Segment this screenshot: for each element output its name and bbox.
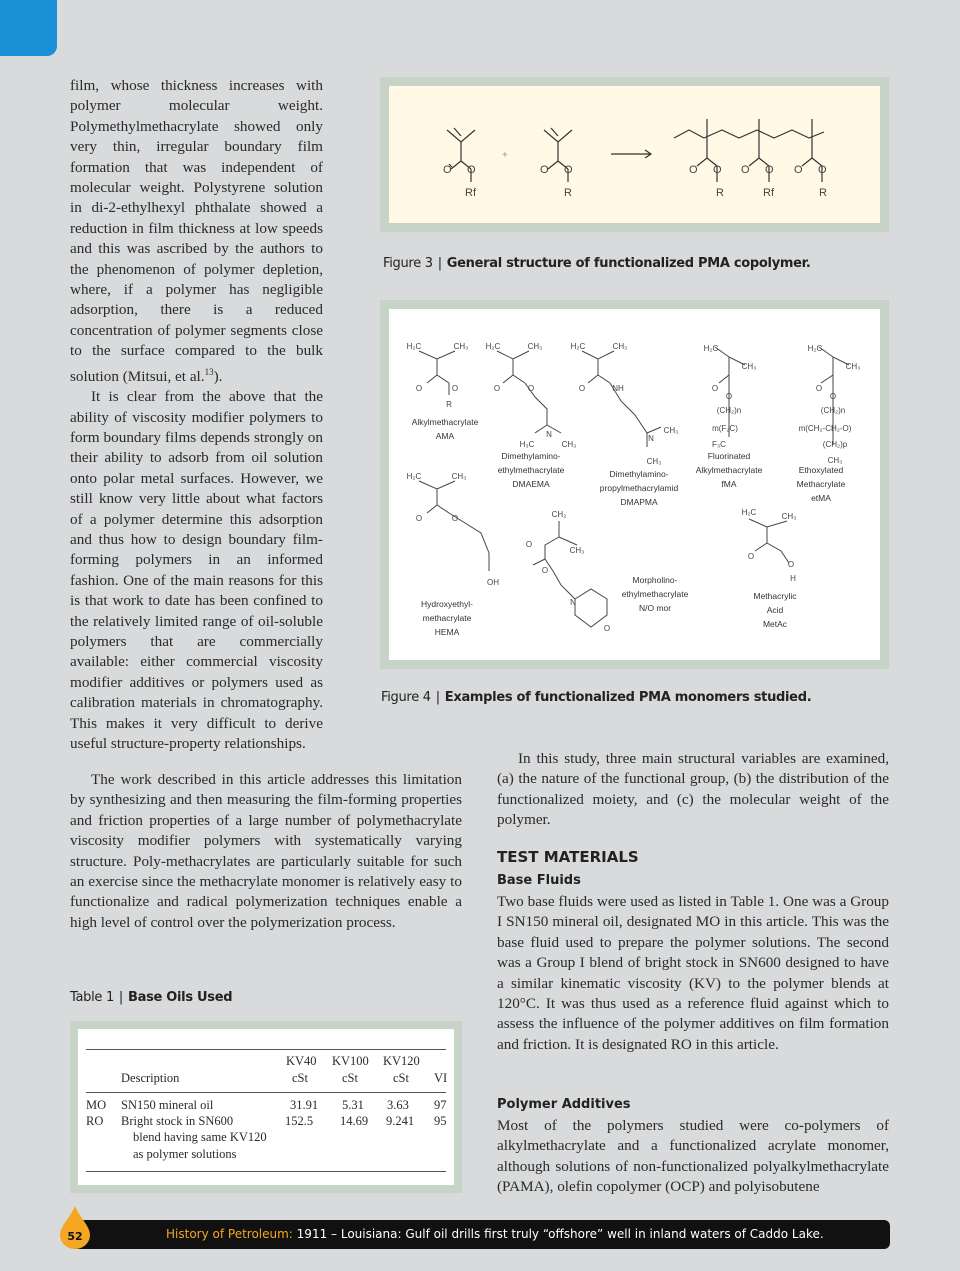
svg-text:O: O	[829, 392, 837, 401]
svg-text:O: O	[815, 384, 823, 393]
svg-text:CH₃: CH₃	[741, 362, 757, 371]
svg-text:CH₃: CH₃	[781, 512, 797, 521]
svg-text:CH₃: CH₃	[453, 342, 469, 351]
monomer-etma-abbr: etMA	[811, 493, 831, 503]
svg-text:CH₃: CH₃	[561, 440, 577, 449]
footer-body: 1911 – Louisiana: Gulf oil drills first truly “offshore” well in inland waters of Caddo Lake.	[292, 1227, 824, 1241]
footer-text	[166, 1227, 824, 1241]
row-mo-kv120: 3.63	[387, 1098, 409, 1112]
header-kv120: KV120	[383, 1054, 420, 1068]
monomers-diagram	[389, 309, 880, 660]
svg-text:O: O	[725, 392, 733, 401]
figure-4-panel	[389, 309, 880, 660]
figure-3-panel	[389, 86, 880, 223]
svg-text:O: O	[527, 384, 535, 393]
header-kv100: KV100	[332, 1054, 369, 1068]
monomer-hema-label: Hydroxyethyl-	[421, 599, 473, 609]
svg-text:H: H	[790, 574, 796, 583]
svg-text:F₃C: F₃C	[712, 440, 726, 449]
svg-text:m(CH₂-CH₂-O): m(CH₂-CH₂-O)	[798, 424, 852, 433]
svg-text:R: R	[446, 400, 452, 409]
figure-3	[380, 77, 889, 232]
row-mo-kv100: 5.31	[342, 1098, 364, 1112]
row-ro-code: RO	[86, 1114, 104, 1128]
svg-text:H₂C: H₂C	[406, 472, 422, 481]
table-1	[78, 1029, 454, 1185]
svg-text:(CH₂)p: (CH₂)p	[822, 440, 848, 449]
table-1-frame	[70, 1021, 462, 1193]
svg-text:H₂C: H₂C	[807, 344, 823, 353]
base-fluids-paragraph: Two base fluids were used as listed in Table 1. One was a Group I SN150 mineral oil, designated MO in this article. This was the base fluid used to prepare the polymer solutions. The second was a Group I blend of bright stock in SN600 designed to have a similar kinematic viscosity (KV) to the polymer blends at 120°C. It was thus used as a reference fluid against which to assess the influence of the polymer additives on film formation and friction. It is designated RO in this article.	[497, 893, 889, 1053]
svg-text:O: O	[525, 540, 533, 549]
rf-label: Rf	[465, 187, 476, 199]
svg-text:O: O	[451, 384, 459, 393]
footer-bar	[70, 1220, 890, 1249]
paragraph-3: The work described in this article addresses this limitation by synthesizing and then measuring the film-forming properties and friction properties of a large number of polymethacrylate viscosity modifier polymers with systematically varying structure. Poly-methacrylates are particularly suitable for such an exercise since the methacrylate monomer is relatively easy to functionalize and radical polymerization techniques enable a high level of control over the polymerization process.	[70, 771, 462, 931]
svg-text:CH₃: CH₃	[663, 426, 679, 435]
monomer-etma-label: Ethoxylated	[798, 465, 844, 475]
oxygen-label: O	[765, 164, 774, 176]
monomer-hema-abbr: HEMA	[434, 627, 460, 637]
svg-text:H₂C: H₂C	[485, 342, 501, 351]
row-ro-kv40: 152.5	[285, 1114, 314, 1128]
svg-text:CH₃: CH₃	[451, 472, 467, 481]
monomer-dmapma-abbr: DMAPMA	[620, 497, 658, 507]
monomer-metac-abbr: MetAc	[762, 619, 788, 629]
monomer-metac-label-2: Acid	[766, 605, 784, 615]
row-mo-kv40: 31.91	[290, 1098, 319, 1112]
table-header-rule	[86, 1092, 446, 1093]
header-description: Description	[121, 1071, 180, 1085]
header-kv100-unit: cSt	[342, 1071, 358, 1085]
monomer-dmaema-label-2: ethylmethacrylate	[497, 465, 565, 475]
svg-text:CH₂: CH₂	[551, 510, 567, 519]
corner-tab	[0, 0, 57, 56]
left-column	[70, 76, 323, 754]
oxygen-label: O	[713, 164, 722, 176]
oxygen-label: O	[794, 164, 803, 176]
svg-text:O: O	[603, 624, 611, 633]
monomer-nomor-abbr: N/O mor	[638, 603, 672, 613]
header-kv40: KV40	[286, 1054, 317, 1068]
svg-text:H₃C: H₃C	[519, 440, 535, 449]
oil-drop-page-badge	[58, 1206, 92, 1250]
monomer-metac-label: Methacrylic	[753, 591, 797, 601]
oxygen-label: O	[564, 164, 573, 176]
polymer-additives-paragraph: Most of the polymers studied were co-polymers of alkylmethacrylate and a functionalized acrylate monomer, although solutions of non-functionalized polyalkylmethacrylate (PAMA), olefin copolymer (OCP) and polyisobutene	[497, 1117, 889, 1196]
monomer-nomor-label-2: ethylmethacrylate	[621, 589, 689, 599]
monomer-hema-label-2: methacrylate	[422, 613, 472, 623]
table-1-caption: Table 1 | Base Oils Used	[70, 990, 233, 1005]
oxygen-label: O	[443, 164, 452, 176]
header-kv40-unit: cSt	[292, 1071, 308, 1085]
monomer-fma-label-2: Alkylmethacrylate	[695, 465, 763, 475]
monomer-etma-label-2: Methacrylate	[796, 479, 846, 489]
monomer-fma-label: Fluorinated	[707, 451, 751, 461]
svg-text:O: O	[493, 384, 501, 393]
monomer-dmapma-label: Dimethylamino-	[609, 469, 669, 479]
copolymer-structure-diagram	[389, 86, 880, 223]
svg-text:H₂C: H₂C	[406, 342, 422, 351]
svg-text:NH: NH	[612, 384, 624, 393]
oxygen-label: O	[689, 164, 698, 176]
svg-text:O: O	[415, 514, 423, 523]
row-mo-code: MO	[86, 1098, 107, 1112]
header-vi: VI	[434, 1071, 448, 1085]
svg-text:N: N	[546, 430, 552, 439]
r-label: R	[819, 187, 827, 199]
monomer-fma-abbr: fMA	[721, 479, 737, 489]
page-number: 52	[67, 1230, 83, 1243]
monomer-nomor-label: Morpholino-	[632, 575, 678, 585]
figure-4-label: Figure 4	[381, 690, 431, 705]
svg-text:N: N	[648, 434, 654, 443]
svg-text:H₂C: H₂C	[570, 342, 586, 351]
svg-text:O: O	[711, 384, 719, 393]
figure-3-label: Figure 3	[383, 256, 433, 271]
svg-text:OH: OH	[487, 578, 499, 587]
polymer-additives-heading: Polymer Additives	[497, 1097, 631, 1112]
row-mo-vi: 97	[434, 1098, 447, 1112]
svg-text:H₂C: H₂C	[741, 508, 757, 517]
svg-text:CH₃: CH₃	[612, 342, 628, 351]
row-ro-vi: 95	[434, 1114, 447, 1128]
intro-paragraph: In this study, three main structural variables are examined, (a) the nature of the functional group, (b) the distribution of the functionalized moiety, and (c) the molecular weight of the polymer.	[497, 750, 889, 829]
table-bottom-rule	[86, 1171, 446, 1172]
svg-text:CH₃: CH₃	[569, 546, 585, 555]
plus-sign: +	[502, 150, 508, 161]
svg-text:O: O	[541, 566, 549, 575]
figure-4	[380, 300, 889, 669]
reference-superscript: 13	[204, 366, 214, 377]
row-ro-description-3: as polymer solutions	[133, 1147, 237, 1161]
row-ro-kv100: 14.69	[340, 1114, 369, 1128]
test-materials-heading: TEST MATERIALS	[497, 848, 639, 866]
svg-text:O: O	[747, 552, 755, 561]
svg-text:CH₃: CH₃	[827, 456, 843, 465]
row-ro-description-2: blend having same KV120	[133, 1130, 267, 1144]
monomer-ama-abbr: AMA	[435, 431, 455, 441]
svg-text:O: O	[578, 384, 586, 393]
svg-text:O: O	[415, 384, 423, 393]
row-ro-kv120: 9.241	[386, 1114, 415, 1128]
r-label: R	[716, 187, 724, 199]
svg-text:N: N	[570, 598, 576, 607]
figure-4-caption-text: Examples of functionalized PMA monomers studied.	[444, 690, 812, 705]
table-1-label: Table 1	[70, 990, 114, 1005]
figure-3-caption: Figure 3 | General structure of functionalized PMA copolymer.	[383, 256, 811, 271]
footer-lead: History of Petroleum:	[166, 1227, 293, 1241]
rf-label: Rf	[763, 187, 774, 199]
r-label: R	[564, 187, 572, 199]
monomer-dmaema-abbr: DMAEMA	[512, 479, 550, 489]
svg-text:H₂C: H₂C	[703, 344, 719, 353]
paragraph-1-text: film, whose thickness increases with polymer molecular weight. Polymethylmethacrylate showed only very thin, irregular boundary film formation that was independent of molecular weight. Polystyrene solution in di-2-ethylhexyl phthalate showed a reduction in film thickness at low speeds and this was ascribed by the authors to the phenomenon of polymer depletion, where, if a polymer has negligible adsorption, there is a reduced concentration of polymer segments close to the surface compared to the bulk solution (Mitsui, et al.	[70, 77, 323, 385]
svg-text:CH₃: CH₃	[845, 362, 861, 371]
svg-text:CH₃: CH₃	[527, 342, 543, 351]
oxygen-label: O	[467, 164, 476, 176]
table-1-title: Base Oils Used	[128, 990, 233, 1005]
row-ro-description: Bright stock in SN600	[121, 1114, 234, 1128]
monomer-ama-label: Alkylmethacrylate	[411, 417, 479, 427]
figure-4-caption: Figure 4 | Examples of functionalized PMA monomers studied.	[381, 690, 812, 705]
oxygen-label: O	[818, 164, 827, 176]
paragraph-1-end: ).	[213, 367, 223, 385]
header-kv120-unit: cSt	[393, 1071, 409, 1085]
figure-3-caption-text: General structure of functionalized PMA copolymer.	[446, 256, 811, 271]
paragraph-1	[70, 76, 323, 387]
svg-text:O: O	[787, 560, 795, 569]
svg-text:m(F₂C): m(F₂C)	[712, 424, 738, 433]
oxygen-label: O	[741, 164, 750, 176]
paragraph-2: It is clear from the above that the ability of viscosity modifier polymers to form boundary films depends strongly on their ability to adsorb from oil solution onto polar metal surfaces. However, we still know very little about what factors of a polymer determine this adsorption and thus how to design boundary film-forming polymers in an informed fashion. One of the main reasons for this is that work to date has been confined to the relatively limited range of oil-soluble polymers that are commercially available: either commercial viscosity modifier additives or polymers used as calibration materials in chromatography. This makes it very difficult to derive useful structure-property relationships.	[70, 388, 323, 753]
svg-text:O: O	[451, 514, 459, 523]
monomer-dmaema-label: Dimethylamino-	[501, 451, 561, 461]
monomer-dmapma-label-2: propylmethacrylamid	[599, 483, 679, 493]
svg-text:(CH₂)n: (CH₂)n	[716, 406, 742, 415]
row-mo-description: SN150 mineral oil	[121, 1098, 214, 1112]
base-fluids-heading: Base Fluids	[497, 873, 581, 888]
svg-text:CH₃: CH₃	[646, 457, 662, 466]
oxygen-label: O	[540, 164, 549, 176]
svg-text:(CH₂)n: (CH₂)n	[820, 406, 846, 415]
table-top-rule	[86, 1049, 446, 1050]
